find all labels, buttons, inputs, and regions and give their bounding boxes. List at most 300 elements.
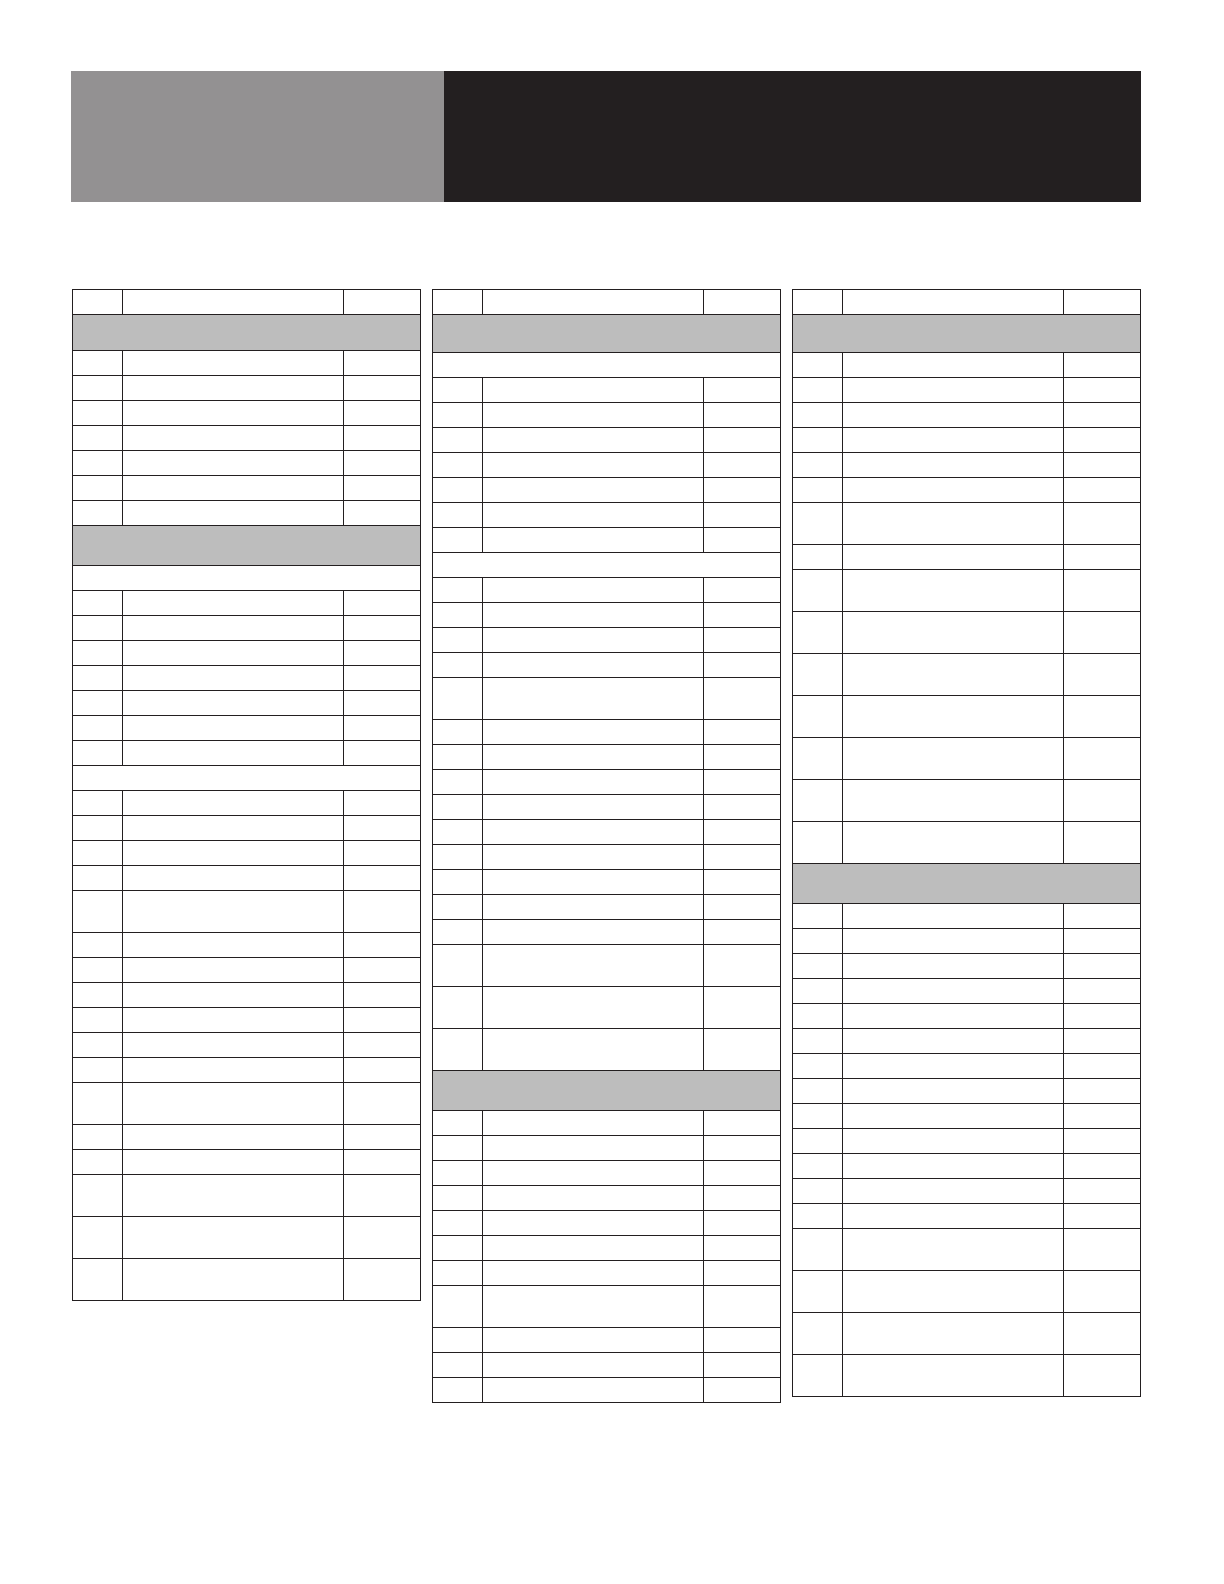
table-row — [793, 1204, 1141, 1229]
description-cell — [483, 1136, 704, 1161]
table-row — [433, 1111, 781, 1136]
value-cell — [704, 678, 781, 720]
value-cell — [704, 528, 781, 553]
number-cell — [793, 545, 843, 570]
section-header-row — [73, 526, 421, 566]
description-cell — [843, 1154, 1064, 1179]
number-cell — [433, 678, 483, 720]
value-cell — [704, 628, 781, 653]
table-row — [433, 578, 781, 603]
description-cell — [123, 933, 344, 958]
table-row — [73, 451, 421, 476]
section-header-cell — [793, 864, 1141, 904]
number-cell — [433, 1261, 483, 1286]
description-cell — [123, 616, 344, 641]
description-cell — [843, 428, 1064, 453]
description-cell — [123, 476, 344, 501]
value-cell — [1064, 1154, 1141, 1179]
table-row — [73, 376, 421, 401]
number-cell — [73, 476, 123, 501]
value-cell — [704, 1211, 781, 1236]
table-row — [793, 503, 1141, 545]
number-cell — [793, 1054, 843, 1079]
table-row — [73, 841, 421, 866]
description-cell — [483, 1186, 704, 1211]
value-cell — [344, 591, 421, 616]
value-cell — [1064, 403, 1141, 428]
description-cell — [123, 1033, 344, 1058]
number-cell — [433, 770, 483, 795]
description-cell — [123, 1083, 344, 1125]
description-cell — [843, 1129, 1064, 1154]
table-row — [433, 870, 781, 895]
table-row — [433, 820, 781, 845]
group-label-row — [433, 353, 781, 378]
table-row — [793, 904, 1141, 929]
table-row — [433, 1186, 781, 1211]
value-cell — [704, 770, 781, 795]
description-cell — [483, 290, 704, 315]
group-label-cell — [433, 553, 781, 578]
value-cell — [1064, 353, 1141, 378]
value-cell — [344, 426, 421, 451]
description-cell — [483, 578, 704, 603]
number-cell — [433, 378, 483, 403]
section-header-row — [793, 315, 1141, 353]
number-cell — [73, 866, 123, 891]
number-cell — [433, 1378, 483, 1403]
description-cell — [483, 678, 704, 720]
value-cell — [704, 1186, 781, 1211]
table-row — [433, 770, 781, 795]
number-cell — [793, 1004, 843, 1029]
description-cell — [483, 945, 704, 987]
table-row — [73, 591, 421, 616]
section-header-row — [433, 1071, 781, 1111]
table-row — [73, 401, 421, 426]
number-cell — [433, 528, 483, 553]
description-cell — [843, 696, 1064, 738]
table-row — [433, 1236, 781, 1261]
description-cell — [483, 795, 704, 820]
number-cell — [73, 1217, 123, 1259]
number-cell — [433, 1236, 483, 1261]
number-cell — [793, 1154, 843, 1179]
table-row — [793, 353, 1141, 378]
value-cell — [704, 795, 781, 820]
value-cell — [704, 945, 781, 987]
description-cell — [843, 1004, 1064, 1029]
value-cell — [344, 1083, 421, 1125]
description-cell — [123, 891, 344, 933]
table-row — [433, 678, 781, 720]
value-cell — [1064, 545, 1141, 570]
table-row — [73, 616, 421, 641]
description-cell — [483, 1161, 704, 1186]
group-label-row — [433, 553, 781, 578]
value-cell — [344, 983, 421, 1008]
number-cell — [433, 720, 483, 745]
description-cell — [483, 628, 704, 653]
number-cell — [73, 983, 123, 1008]
table-row — [433, 1286, 781, 1328]
number-cell — [433, 453, 483, 478]
description-cell — [843, 290, 1064, 315]
description-cell — [483, 870, 704, 895]
description-cell — [483, 503, 704, 528]
value-cell — [344, 958, 421, 983]
description-cell — [483, 745, 704, 770]
section-header-row — [73, 315, 421, 351]
number-cell — [73, 591, 123, 616]
description-cell — [483, 770, 704, 795]
section-header-cell — [793, 315, 1141, 353]
table-row — [73, 1083, 421, 1125]
column-header-row — [793, 290, 1141, 315]
number-cell — [793, 1129, 843, 1154]
section-header-row — [433, 315, 781, 353]
table-row — [793, 1271, 1141, 1313]
table-row — [793, 545, 1141, 570]
description-cell — [483, 378, 704, 403]
number-cell — [433, 1161, 483, 1186]
value-cell — [344, 891, 421, 933]
number-cell — [433, 478, 483, 503]
value-cell — [704, 1261, 781, 1286]
column-header-row — [433, 290, 781, 315]
table-row — [793, 1004, 1141, 1029]
table-row — [433, 1328, 781, 1353]
table-row — [793, 453, 1141, 478]
section-header-cell — [433, 1071, 781, 1111]
table-row — [73, 958, 421, 983]
number-cell — [793, 738, 843, 780]
description-cell — [123, 1058, 344, 1083]
table-column-3 — [792, 289, 1141, 1397]
table-row — [793, 780, 1141, 822]
number-cell — [433, 1353, 483, 1378]
number-cell — [433, 870, 483, 895]
number-cell — [433, 1029, 483, 1071]
table-row — [793, 378, 1141, 403]
table-row — [433, 528, 781, 553]
number-cell — [73, 641, 123, 666]
table-row — [73, 1150, 421, 1175]
value-cell — [344, 1125, 421, 1150]
value-cell — [1064, 1229, 1141, 1271]
number-cell — [73, 1058, 123, 1083]
value-cell — [1064, 1054, 1141, 1079]
number-cell — [793, 654, 843, 696]
description-cell — [843, 822, 1064, 864]
table-row — [73, 666, 421, 691]
table-row — [73, 426, 421, 451]
number-cell — [793, 696, 843, 738]
description-cell — [483, 603, 704, 628]
number-cell — [793, 1029, 843, 1054]
value-cell — [1064, 1271, 1141, 1313]
description-cell — [843, 979, 1064, 1004]
value-cell — [344, 716, 421, 741]
description-cell — [843, 1104, 1064, 1129]
value-cell — [344, 816, 421, 841]
description-cell — [123, 401, 344, 426]
value-cell — [704, 603, 781, 628]
number-cell — [433, 895, 483, 920]
number-cell — [433, 795, 483, 820]
table-row — [73, 641, 421, 666]
table-row — [433, 503, 781, 528]
description-cell — [483, 428, 704, 453]
table-row — [73, 933, 421, 958]
description-cell — [483, 528, 704, 553]
table-row — [793, 696, 1141, 738]
number-cell — [73, 401, 123, 426]
description-cell — [123, 666, 344, 691]
description-cell — [123, 958, 344, 983]
value-cell — [344, 866, 421, 891]
description-cell — [843, 570, 1064, 612]
description-cell — [843, 612, 1064, 654]
value-cell — [704, 720, 781, 745]
description-cell — [843, 904, 1064, 929]
table-row — [793, 403, 1141, 428]
description-cell — [843, 1204, 1064, 1229]
value-cell — [1064, 570, 1141, 612]
number-cell — [73, 1150, 123, 1175]
value-cell — [704, 453, 781, 478]
number-cell — [433, 603, 483, 628]
table-row — [433, 428, 781, 453]
value-cell — [1064, 904, 1141, 929]
description-cell — [123, 816, 344, 841]
number-cell — [793, 904, 843, 929]
description-cell — [123, 290, 344, 315]
number-cell — [793, 1313, 843, 1355]
header-banner-right — [444, 71, 1141, 202]
number-cell — [73, 501, 123, 526]
number-cell — [433, 428, 483, 453]
value-cell — [344, 666, 421, 691]
number-cell — [73, 451, 123, 476]
value-cell — [1064, 1204, 1141, 1229]
number-cell — [793, 453, 843, 478]
description-cell — [123, 791, 344, 816]
value-cell — [704, 920, 781, 945]
table-row — [433, 795, 781, 820]
number-cell — [73, 891, 123, 933]
value-cell — [1064, 954, 1141, 979]
value-cell — [344, 476, 421, 501]
value-cell — [344, 691, 421, 716]
number-cell — [433, 628, 483, 653]
value-cell — [344, 1259, 421, 1301]
number-cell — [73, 1259, 123, 1301]
description-cell — [843, 1179, 1064, 1204]
description-cell — [483, 1111, 704, 1136]
table-row — [433, 720, 781, 745]
value-cell — [1064, 822, 1141, 864]
table-row — [73, 1125, 421, 1150]
table-row — [793, 1079, 1141, 1104]
section-header-cell — [73, 315, 421, 351]
value-cell — [1064, 738, 1141, 780]
table-row — [433, 453, 781, 478]
value-cell — [344, 501, 421, 526]
description-cell — [843, 1029, 1064, 1054]
description-cell — [843, 1079, 1064, 1104]
value-cell — [1064, 478, 1141, 503]
value-cell — [704, 745, 781, 770]
header-banner-left — [71, 71, 444, 202]
value-cell — [704, 1286, 781, 1328]
table-row — [433, 1211, 781, 1236]
table-row — [433, 653, 781, 678]
table-row — [73, 866, 421, 891]
table-row — [793, 1104, 1141, 1129]
value-cell — [1064, 1313, 1141, 1355]
table-row — [433, 845, 781, 870]
value-cell — [704, 503, 781, 528]
table-row — [793, 1313, 1141, 1355]
value-cell — [704, 895, 781, 920]
description-cell — [483, 1328, 704, 1353]
description-cell — [483, 1378, 704, 1403]
number-cell — [433, 945, 483, 987]
table-row — [73, 816, 421, 841]
value-cell — [704, 1136, 781, 1161]
table-row — [793, 1029, 1141, 1054]
table-row — [793, 428, 1141, 453]
value-cell — [1064, 612, 1141, 654]
value-cell — [1064, 503, 1141, 545]
description-cell — [843, 780, 1064, 822]
number-cell — [433, 1328, 483, 1353]
description-cell — [483, 987, 704, 1029]
value-cell — [704, 1029, 781, 1071]
value-cell — [1064, 1079, 1141, 1104]
table-row — [73, 1217, 421, 1259]
value-cell — [1064, 929, 1141, 954]
table-row — [793, 654, 1141, 696]
number-cell — [793, 1204, 843, 1229]
value-cell — [344, 1033, 421, 1058]
number-cell — [433, 987, 483, 1029]
value-cell — [1064, 453, 1141, 478]
table-row — [433, 945, 781, 987]
table-row — [73, 476, 421, 501]
section-header-row — [793, 864, 1141, 904]
column-header-row — [73, 290, 421, 315]
table-row — [73, 691, 421, 716]
table-row — [73, 1058, 421, 1083]
value-cell — [344, 1217, 421, 1259]
table-row — [433, 745, 781, 770]
description-cell — [483, 1236, 704, 1261]
table-row — [793, 1229, 1141, 1271]
description-cell — [123, 1217, 344, 1259]
table-row — [793, 738, 1141, 780]
table-row — [433, 987, 781, 1029]
number-cell — [793, 1355, 843, 1397]
description-cell — [123, 866, 344, 891]
value-cell — [704, 1353, 781, 1378]
number-cell — [73, 741, 123, 766]
number-cell — [793, 612, 843, 654]
value-cell — [704, 1378, 781, 1403]
number-cell — [433, 1211, 483, 1236]
description-cell — [843, 1271, 1064, 1313]
table-row — [433, 628, 781, 653]
number-cell — [793, 290, 843, 315]
value-cell — [704, 428, 781, 453]
description-cell — [483, 895, 704, 920]
number-cell — [73, 958, 123, 983]
value-cell — [344, 933, 421, 958]
value-cell — [1064, 1355, 1141, 1397]
number-cell — [433, 1136, 483, 1161]
value-cell — [1064, 1004, 1141, 1029]
table-row — [433, 920, 781, 945]
description-cell — [843, 738, 1064, 780]
number-cell — [73, 691, 123, 716]
value-cell — [704, 1111, 781, 1136]
description-cell — [483, 1353, 704, 1378]
table-row — [73, 1259, 421, 1301]
description-cell — [483, 1211, 704, 1236]
description-cell — [843, 353, 1064, 378]
description-cell — [843, 503, 1064, 545]
table-row — [793, 979, 1141, 1004]
value-cell — [344, 1058, 421, 1083]
description-cell — [123, 1150, 344, 1175]
table-row — [793, 929, 1141, 954]
description-cell — [123, 983, 344, 1008]
number-cell — [73, 616, 123, 641]
number-cell — [793, 780, 843, 822]
description-cell — [123, 501, 344, 526]
value-cell — [704, 290, 781, 315]
number-cell — [793, 1271, 843, 1313]
number-cell — [73, 1008, 123, 1033]
number-cell — [73, 841, 123, 866]
table-row — [73, 1033, 421, 1058]
value-cell — [1064, 1104, 1141, 1129]
table-column-1 — [72, 289, 421, 1301]
description-cell — [123, 591, 344, 616]
value-cell — [344, 616, 421, 641]
value-cell — [344, 841, 421, 866]
number-cell — [793, 478, 843, 503]
table-row — [433, 1029, 781, 1071]
table-column-2 — [432, 289, 781, 1403]
number-cell — [73, 426, 123, 451]
description-cell — [843, 378, 1064, 403]
table-row — [73, 891, 421, 933]
description-cell — [843, 453, 1064, 478]
description-cell — [483, 845, 704, 870]
group-label-cell — [73, 566, 421, 591]
description-cell — [483, 1261, 704, 1286]
number-cell — [433, 403, 483, 428]
number-cell — [433, 820, 483, 845]
value-cell — [1064, 378, 1141, 403]
number-cell — [73, 1083, 123, 1125]
number-cell — [793, 1229, 843, 1271]
description-cell — [483, 720, 704, 745]
number-cell — [793, 979, 843, 1004]
number-cell — [73, 933, 123, 958]
